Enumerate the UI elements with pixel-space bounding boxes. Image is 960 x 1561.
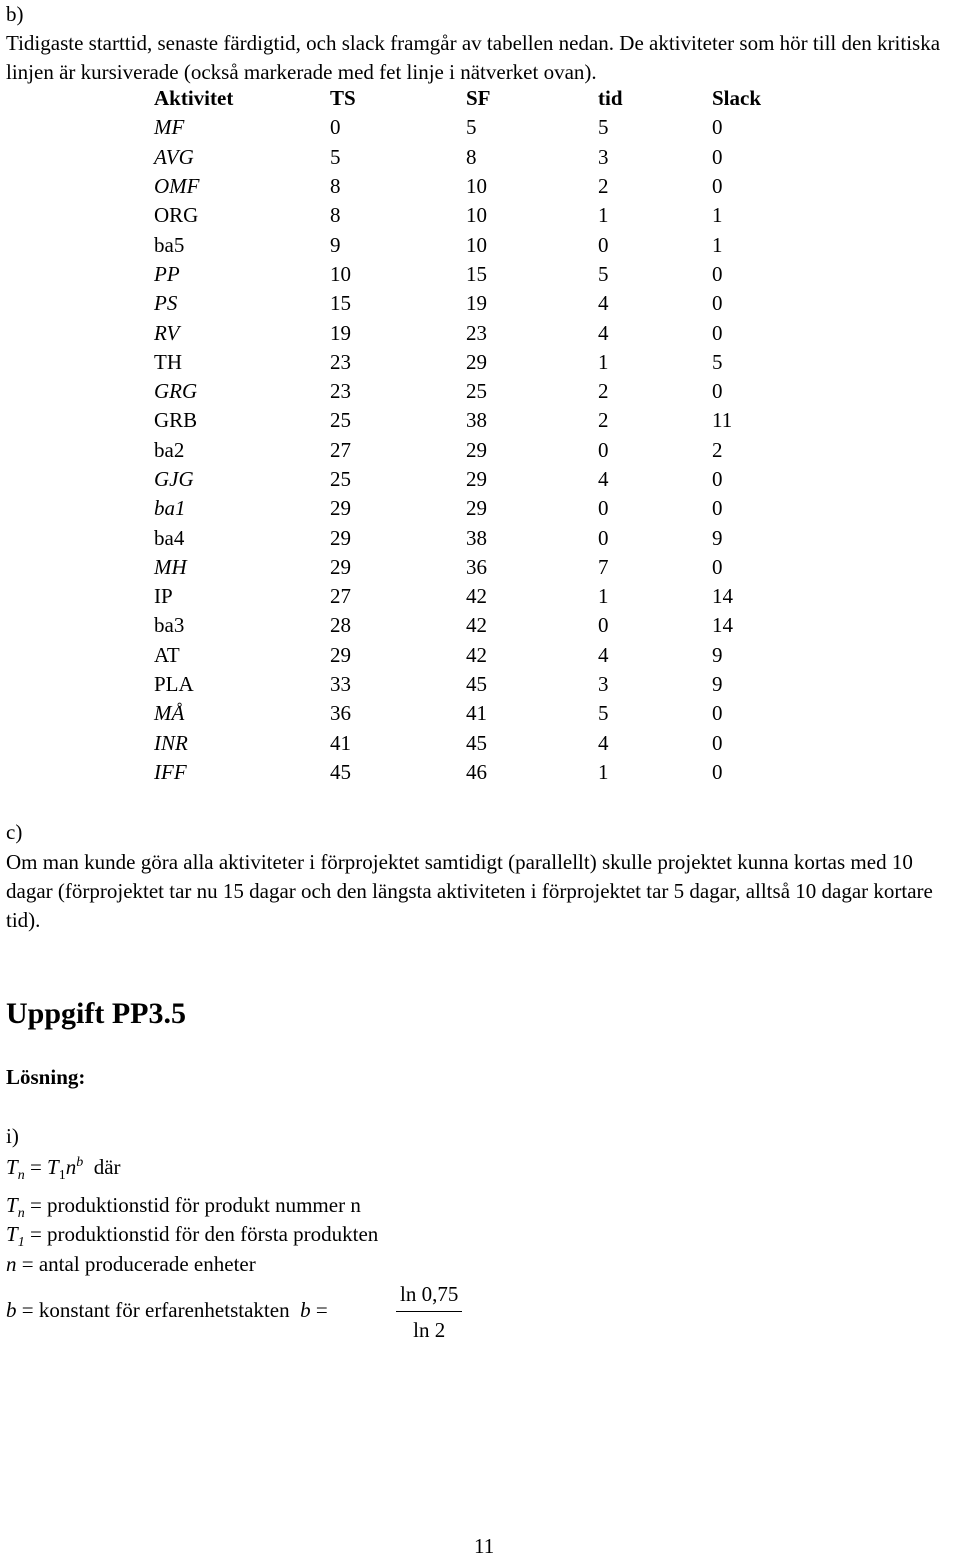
table-cell-tid: 4 <box>598 467 609 491</box>
activity-name-cell: MH <box>154 554 187 579</box>
table-cell-slack: 9 <box>712 642 723 667</box>
table-cell-sf: 36 <box>466 554 487 579</box>
table-cell-slack: 0 <box>712 701 723 726</box>
activity-name-cell: TH <box>154 349 182 374</box>
table-row <box>154 260 792 289</box>
table-cell-sf: 45 <box>466 672 487 697</box>
b-fraction <box>396 1280 462 1345</box>
table-row <box>154 436 792 465</box>
activity-name-cell: PP <box>154 261 180 286</box>
table-cell-ts: 8 <box>330 203 341 228</box>
table-cell-tid: 0 <box>598 613 609 638</box>
table-cell-ts: 25 <box>330 408 351 433</box>
table-row <box>154 172 792 201</box>
table-cell-slack: 0 <box>712 496 723 521</box>
table-cell-tid: 3 <box>598 672 609 697</box>
table-cell-slack: 0 <box>712 730 723 755</box>
fraction-bar <box>396 1311 462 1312</box>
table-row <box>154 611 792 640</box>
table-cell-sf: 15 <box>466 261 487 286</box>
activity-name-cell: INR <box>154 730 188 755</box>
table-cell-tid: 0 <box>598 525 609 550</box>
table-cell-ts: 29 <box>330 642 351 667</box>
table-body <box>154 113 792 787</box>
table-cell-sf: 10 <box>466 174 487 199</box>
table-row <box>154 641 792 670</box>
table-cell-sf: 42 <box>466 613 487 638</box>
definition-b: b = konstant för erfarenhetstakten b = <box>6 1298 328 1322</box>
table-row <box>154 523 792 552</box>
table-cell-sf: 29 <box>466 467 487 491</box>
table-row <box>154 465 792 494</box>
table-cell-sf: 29 <box>466 437 487 462</box>
table-cell-tid: 4 <box>598 320 609 345</box>
table-cell-ts: 15 <box>330 291 351 316</box>
fraction-numerator: ln 0,75 <box>400 1282 459 1306</box>
table-cell-ts: 36 <box>330 701 351 726</box>
solution-label: Lösning: <box>6 1065 86 1089</box>
definition-tn: $T_n$ = produktionstid för produkt nummer n <box>6 1193 361 1222</box>
table-cell-tid: 5 <box>598 115 609 140</box>
table-cell-sf: 46 <box>466 759 487 784</box>
table-cell-sf: 45 <box>466 730 487 755</box>
table-cell-ts: 27 <box>330 584 351 609</box>
definition-t1: $T_1$ = produktionstid för den första produkten <box>6 1222 379 1251</box>
table-cell-slack: 11 <box>712 408 733 433</box>
table-cell-tid: 0 <box>598 437 609 462</box>
table-cell-slack: 0 <box>712 467 723 491</box>
table-row <box>154 201 792 230</box>
table-cell-tid: 3 <box>598 144 609 169</box>
table-cell-ts: 23 <box>330 379 351 404</box>
activity-name-cell: ba5 <box>154 232 185 257</box>
header-aktivitet: Aktivitet <box>154 86 234 111</box>
activity-name-cell: OMF <box>154 174 200 199</box>
table-cell-tid: 4 <box>598 730 609 755</box>
task-heading: Uppgift PP3.5 <box>6 997 186 1030</box>
table-row <box>154 758 792 787</box>
part-i-label: i) <box>6 1124 19 1148</box>
table-cell-slack: 0 <box>712 291 723 316</box>
table-cell-slack: 14 <box>712 584 733 609</box>
table-cell-sf: 42 <box>466 642 487 667</box>
table-row <box>154 582 792 611</box>
table-cell-sf: 29 <box>466 496 487 521</box>
table-cell-sf: 10 <box>466 232 487 257</box>
fraction-denominator: ln 2 <box>413 1318 446 1342</box>
table-cell-slack: 0 <box>712 320 723 345</box>
table-cell-slack: 14 <box>712 613 733 638</box>
table-cell-slack: 0 <box>712 261 723 286</box>
table-row <box>154 553 792 582</box>
table-cell-ts: 29 <box>330 496 351 521</box>
section-c-text: Om man kunde göra alla aktiviteter i förprojektet samtidigt (parallellt) skulle projektet kunna kortas med 10 dagar (förprojektet tar nu 15 dagar och den längsta aktiviteten i förprojektet tar 5 dagar, alltså 10 dagar kortare tid). <box>6 850 933 932</box>
activity-name-cell: GJG <box>154 467 194 491</box>
table-row <box>154 729 792 758</box>
section-b-label: b) <box>6 2 24 26</box>
table-cell-slack: 0 <box>712 554 723 579</box>
activity-name-cell: AT <box>154 642 180 667</box>
table-cell-ts: 5 <box>330 144 341 169</box>
table-cell-tid: 1 <box>598 584 609 609</box>
activity-name-cell: IP <box>154 584 173 609</box>
activity-name-cell: MF <box>154 115 185 140</box>
table-cell-tid: 4 <box>598 291 609 316</box>
table-cell-slack: 1 <box>712 232 723 257</box>
table-cell-sf: 8 <box>466 144 477 169</box>
table-cell-ts: 23 <box>330 349 351 374</box>
table-cell-ts: 25 <box>330 467 351 491</box>
table-cell-tid: 4 <box>598 642 609 667</box>
table-cell-ts: 29 <box>330 525 351 550</box>
header-sf: SF <box>466 86 491 111</box>
table-cell-slack: 9 <box>712 672 723 697</box>
table-cell-ts: 8 <box>330 174 341 199</box>
table-cell-slack: 0 <box>712 144 723 169</box>
table-row <box>154 348 792 377</box>
table-cell-sf: 38 <box>466 408 487 433</box>
table-cell-tid: 1 <box>598 349 609 374</box>
table-row <box>154 289 792 318</box>
table-cell-sf: 38 <box>466 525 487 550</box>
table-cell-tid: 5 <box>598 261 609 286</box>
definition-n: n = antal producerade enheter <box>6 1252 256 1276</box>
table-row <box>154 377 792 406</box>
table-row <box>154 113 792 142</box>
table-cell-ts: 45 <box>330 759 351 784</box>
table-cell-ts: 29 <box>330 554 351 579</box>
activity-name-cell: IFF <box>154 759 187 784</box>
table-cell-sf: 5 <box>466 115 477 140</box>
table-cell-slack: 1 <box>712 203 723 228</box>
table-cell-sf: 10 <box>466 203 487 228</box>
table-cell-slack: 9 <box>712 525 723 550</box>
header-tid: tid <box>598 86 623 111</box>
table-cell-ts: 19 <box>330 320 351 345</box>
table-cell-sf: 41 <box>466 701 487 726</box>
activity-name-cell: PLA <box>154 672 194 697</box>
activity-name-cell: ORG <box>154 203 199 228</box>
table-cell-slack: 5 <box>712 349 723 374</box>
table-cell-tid: 5 <box>598 701 609 726</box>
table-cell-ts: 10 <box>330 261 351 286</box>
activity-name-cell: GRB <box>154 408 198 433</box>
activity-name-cell: MÅ <box>154 701 185 726</box>
table-cell-tid: 2 <box>598 379 609 404</box>
table-cell-slack: 0 <box>712 174 723 199</box>
activity-table <box>154 84 792 787</box>
activity-name-cell: ba2 <box>154 437 185 462</box>
table-header-row <box>154 84 792 113</box>
activity-name-cell: ba4 <box>154 525 185 550</box>
table-cell-tid: 1 <box>598 203 609 228</box>
table-cell-ts: 33 <box>330 672 351 697</box>
table-cell-tid: 0 <box>598 496 609 521</box>
table-cell-sf: 29 <box>466 349 487 374</box>
table-cell-slack: 0 <box>712 759 723 784</box>
table-cell-slack: 0 <box>712 115 723 140</box>
table-row <box>154 494 792 523</box>
learning-curve-formula: $T_n = T_1n^b$ där <box>6 1155 121 1184</box>
activity-name-cell: ba1 <box>154 496 186 521</box>
table-row <box>154 670 792 699</box>
table-row <box>154 406 792 435</box>
table-cell-slack: 2 <box>712 437 723 462</box>
table-cell-tid: 2 <box>598 408 609 433</box>
table-cell-tid: 7 <box>598 554 609 579</box>
table-cell-ts: 41 <box>330 730 351 755</box>
table-cell-ts: 0 <box>330 115 341 140</box>
header-slack: Slack <box>712 86 762 111</box>
table-cell-ts: 28 <box>330 613 351 638</box>
activity-name-cell: AVG <box>154 144 194 169</box>
section-b-text: Tidigaste starttid, senaste färdigtid, och slack framgår av tabellen nedan. De aktiviteter som hör till den kritiska linjen är kursiverade (också markerade med fet linje i nätverket ovan). <box>6 31 941 84</box>
table-cell-sf: 25 <box>466 379 487 404</box>
page-number: 11 <box>474 1534 495 1558</box>
table-row <box>154 143 792 172</box>
table-cell-tid: 1 <box>598 759 609 784</box>
table-cell-ts: 27 <box>330 437 351 462</box>
activity-name-cell: ba3 <box>154 613 185 638</box>
table-row <box>154 318 792 347</box>
header-ts: TS <box>330 86 356 111</box>
table-cell-sf: 23 <box>466 320 487 345</box>
table-cell-tid: 0 <box>598 232 609 257</box>
table-cell-tid: 2 <box>598 174 609 199</box>
section-c-label: c) <box>6 820 23 844</box>
table-row <box>154 699 792 728</box>
table-cell-slack: 0 <box>712 379 723 404</box>
table-row <box>154 230 792 259</box>
activity-name-cell: PS <box>154 291 178 316</box>
table-cell-sf: 19 <box>466 291 487 316</box>
activity-name-cell: GRG <box>154 379 198 404</box>
activity-name-cell: RV <box>154 320 180 345</box>
table-cell-ts: 9 <box>330 232 341 257</box>
table-cell-sf: 42 <box>466 584 487 609</box>
